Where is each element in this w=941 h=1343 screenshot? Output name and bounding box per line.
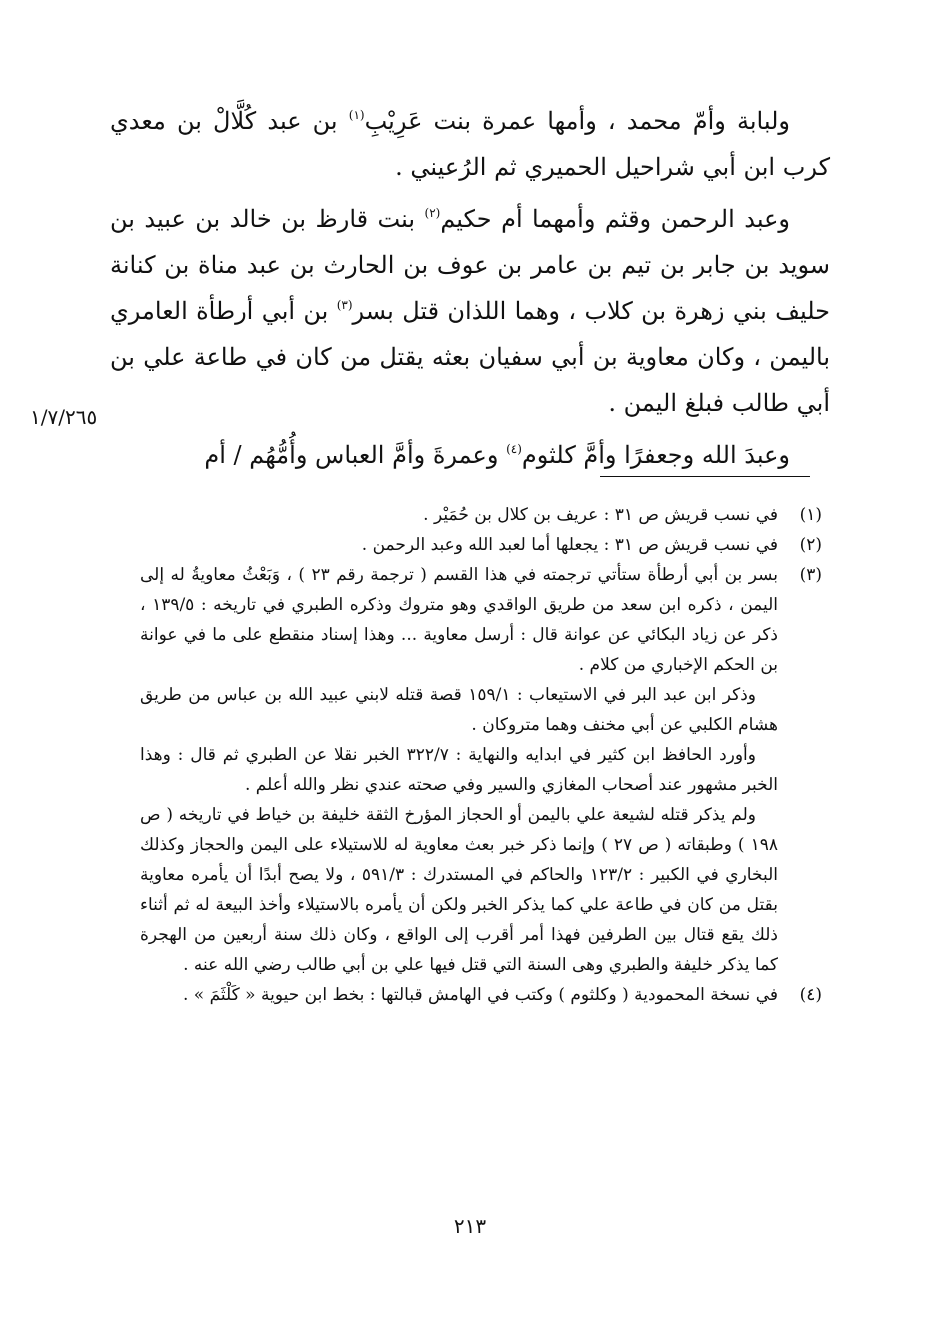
footnote-3 (140, 560, 822, 980)
main-paragraph-3 (110, 432, 830, 478)
footnote-ref-2[interactable]: (٢) (424, 206, 441, 220)
footnote-number: (٤) (799, 985, 822, 1005)
footnote-body (140, 530, 778, 560)
footnote-paragraph: وذكر ابن عبد البر في الاستيعاب : ١٥٩/١ قصة قتله لابني عبيد الله بن عباس من طريق هشام الكلبي عن أبي مخنف وهما متروكان . (140, 685, 778, 735)
footnote-2 (140, 530, 822, 560)
text-run: وعبد الرحمن وقثم وأمهما أم حكيم (440, 205, 790, 233)
footnote-body (140, 500, 778, 530)
footnote-paragraph: بسر بن أبي أرطأة ستأتي ترجمته في هذا القسم ( ترجمة رقم ٢٣ ) ، وَبَعْثُ معاويةُ له إلى اليمن ، ذكره ابن سعد من طريق الواقدي وهو متروك وذكره الطبري في تاريخه : ١٣٩/٥ ، ذكر عن زياد البكائي عن عوانة قال : أرسل معاوية ... وهذا إسناد منقطع على ما في عوانة بن الحكم الإخباري من كلام . (140, 565, 779, 675)
footnote-number: (٣) (799, 565, 822, 585)
footnote-ref-1[interactable]: (١) (348, 108, 365, 122)
footnote-body (140, 980, 778, 1010)
page-number: ٢١٣ (453, 1214, 487, 1238)
text-run: وعبدَ الله وجعفرًا وأمَّ كلثوم (521, 441, 790, 469)
footnote-paragraph: في نسب قريش ص ٣١ : يجعلها أما لعبد الله وعبد الرحمن . (361, 535, 778, 555)
footnotes (140, 500, 822, 1010)
main-paragraph-2 (110, 196, 830, 426)
text-run: بن أبي أرطأة العامري باليمن ، وكان معاوية بن أبي سفيان بعثه يقتل من كان في طاعة علي بن أبي طالب فبلغ اليمن . (110, 297, 830, 417)
footnote-4 (140, 980, 822, 1010)
text-run: بن عبد كُلَّالْ بن معدي كرب ابن أبي شراحيل الحميري ثم الرُعيني . (110, 107, 830, 181)
marginal-reference: ١/٧/٢٦٥ (30, 405, 98, 429)
text-run: ولبابة وأمّ محمد ، وأمها عمرة بنت عَرِيْبِ (364, 107, 791, 135)
text-run: وعمرةَ وأمَّ العباس وأُمُّهُم / أم (204, 441, 507, 469)
main-text (110, 98, 830, 478)
footnote-paragraph: ولم يذكر قتله لشيعة علي باليمن أو الحجاز المؤرخ الثقة خليفة بن خياط في تاريخه ( ص ١٩٨ ) وطبقاته ( ص ٢٧ ) وإنما ذكر خبر بعث معاوية له للاستيلاء على اليمن والحجاز وكذلك البخاري في الكبير : ١٢٣/٢ والحاكم في المستدرك : ٥٩١/٣ ، ولا يصح أبدًا أن يأمره معاوية بقتل من كان في طاعة علي كما يذكر الخبر ولكن أن يأمره بالاستيلاء وأخذ البيعة له ثم أثناء ذلك يقع قتال بين الطرفين فهذا أمر أقرب إلى الواقع ، وكان ذلك سنة أربعين من الهجرة كما يذكر خليفة والطبري وهى السنة التي قتل فيها علي بن أبي طالب رضي الله عنه . (140, 805, 778, 975)
footnote-paragraph: في نسب قريش ص ٣١ : عريف بن كلال بن حُمَيْر . (423, 505, 778, 525)
footnote-paragraph: في نسخة المحمودية ( وكلثوم ) وكتب في الهامش قبالتها : بخط ابن حيوية « كَلْثَمَ » . (183, 985, 778, 1005)
footnote-number: (١) (799, 505, 822, 525)
footnote-number: (٢) (799, 535, 822, 555)
footnote-ref-3[interactable]: (٣) (336, 298, 353, 312)
text-run: بنت قارظ بن خالد بن عبيد بن سويد بن جابر بن تيم بن عامر بن عوف بن الحارث بن عبد مناة بن كنانة حليف بني زهرة بن كلاب ، وهما اللذان قتل بسر (110, 205, 830, 325)
footnote-body (140, 560, 778, 980)
footnote-paragraph: وأورد الحافظ ابن كثير في ابدايه والنهاية : ٣٢٢/٧ الخبر نقلا عن الطبري ثم قال : وهذا الخبر مشهور عند أصحاب المغازي والسير وفي صحته عندي نظر والله أعلم . (140, 745, 778, 795)
footnote-ref-4[interactable]: (٤) (506, 442, 522, 456)
footnote-separator (600, 476, 810, 477)
main-paragraph-1 (110, 98, 830, 190)
footnote-1 (140, 500, 822, 530)
